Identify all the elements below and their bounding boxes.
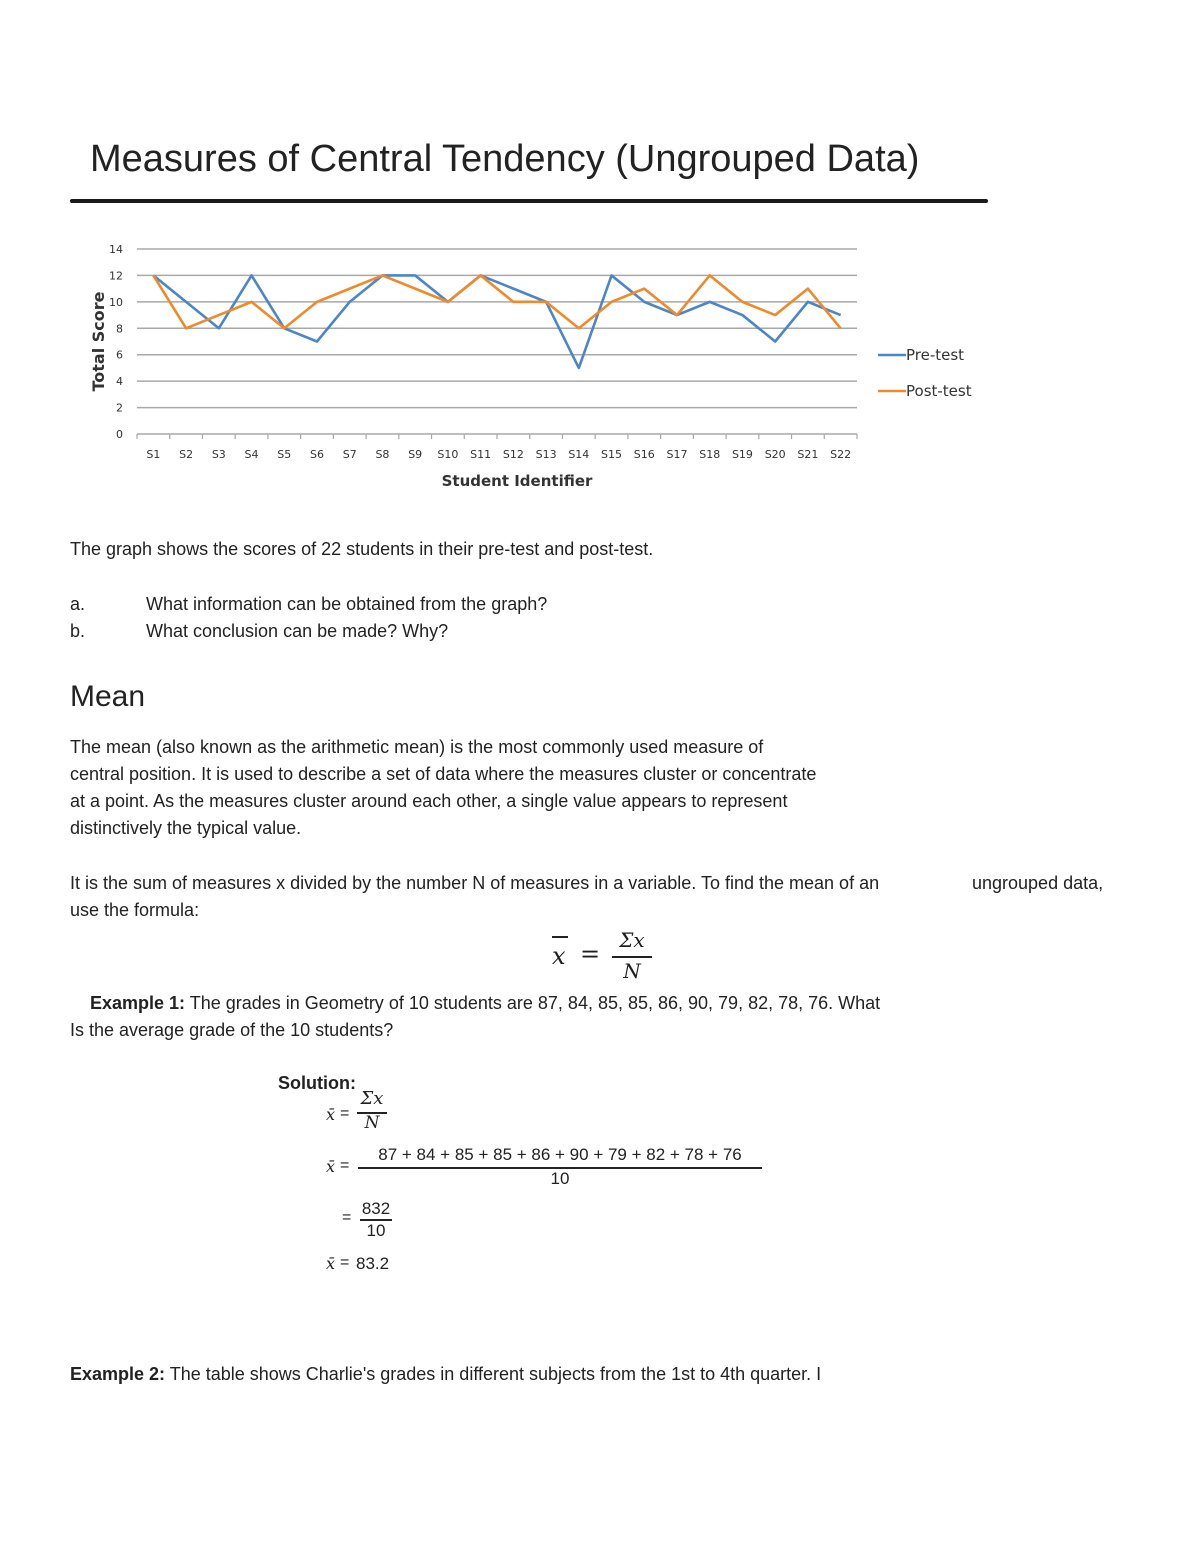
x-tick-label: S13 bbox=[535, 448, 557, 461]
formula-fraction-bar bbox=[612, 956, 652, 958]
x-tick-label: S4 bbox=[244, 448, 259, 461]
solution-heading: Solution: bbox=[278, 1073, 356, 1093]
legend-label: Pre-test bbox=[906, 346, 965, 364]
formula-paragraph-line: use the formula: bbox=[70, 900, 200, 920]
example2-label: Example 2: bbox=[70, 1364, 166, 1384]
y-tick-label: 4 bbox=[116, 375, 123, 389]
xbar-overline bbox=[552, 936, 568, 938]
x-tick-label: S8 bbox=[375, 448, 390, 461]
y-axis-label: Total Score bbox=[89, 291, 108, 392]
x-tick-labels bbox=[137, 434, 857, 461]
example1-line bbox=[90, 990, 880, 1017]
x-tick-label: S14 bbox=[568, 448, 590, 461]
example2-text: The table shows Charlie's grades in different subjects from the 1st to 4th quarter. I bbox=[165, 1364, 822, 1384]
formula-paragraph-line: ungrouped data, bbox=[972, 873, 1104, 893]
example2-line bbox=[70, 1361, 821, 1388]
solution-eq: = bbox=[342, 1209, 352, 1226]
x-axis-label: Student Identifier bbox=[441, 472, 593, 490]
solution-xbar: x̄ bbox=[326, 1157, 336, 1176]
intro-text: The graph shows the scores of 22 students in their pre-test and post-test. bbox=[70, 539, 654, 559]
y-tick-label: 14 bbox=[109, 243, 123, 256]
mean-paragraph-line: at a point. As the measures cluster around each other, a single value appears to represent bbox=[70, 791, 788, 811]
x-tick-label: S1 bbox=[146, 448, 161, 461]
solution-result: 83.2 bbox=[356, 1254, 390, 1273]
mean-paragraph-line: distinctively the typical value. bbox=[70, 818, 302, 838]
x-tick-label: S21 bbox=[797, 448, 819, 461]
formula-paragraph-line: It is the sum of measures x divided by the number N of measures in a variable. To find the mean of an bbox=[70, 873, 880, 893]
line-chart bbox=[80, 232, 1000, 502]
x-tick-label: S3 bbox=[211, 448, 226, 461]
solution-step3-num: 832 bbox=[361, 1199, 391, 1218]
solution-step2-num: 87 + 84 + 85 + 85 + 86 + 90 + 79 + 82 + 78 + 76 bbox=[378, 1145, 742, 1164]
x-tick-label: S6 bbox=[310, 448, 324, 461]
question-a-marker: a. bbox=[70, 594, 86, 614]
question-a-text: What information can be obtained from the graph? bbox=[146, 594, 548, 614]
question-b-marker: b. bbox=[70, 621, 86, 641]
y-tick-label: 0 bbox=[116, 428, 123, 441]
x-tick-label: S11 bbox=[470, 448, 492, 461]
solution-eq: = bbox=[340, 1157, 350, 1174]
y-tick-labels bbox=[109, 243, 123, 441]
solution-xbar: x̄ bbox=[326, 1105, 336, 1124]
x-tick-label: S9 bbox=[408, 448, 423, 461]
x-tick-label: S10 bbox=[437, 448, 459, 461]
x-tick-label: S22 bbox=[830, 448, 852, 461]
y-tick-label: 12 bbox=[109, 269, 123, 283]
example1-text: The grades in Geometry of 10 students are 87, 84, 85, 85, 86, 90, 79, 82, 78, 76. What bbox=[185, 993, 881, 1013]
x-tick-label: S5 bbox=[277, 448, 292, 461]
x-tick-label: S20 bbox=[764, 448, 786, 461]
page-title: Measures of Central Tendency (Ungrouped Data) bbox=[90, 138, 920, 180]
mean-paragraph-line: The mean (also known as the arithmetic mean) is the most commonly used measure of bbox=[70, 737, 764, 757]
solution-step2-den: 10 bbox=[550, 1169, 570, 1188]
x-tick-label: S16 bbox=[633, 448, 655, 461]
y-tick-label: 8 bbox=[116, 322, 123, 336]
x-tick-label: S18 bbox=[699, 448, 721, 461]
legend-label: Post-test bbox=[906, 382, 972, 400]
formula-equals: = bbox=[580, 940, 601, 968]
mean-paragraph-line: central position. It is used to describe a set of data where the measures cluster or concentrate bbox=[70, 764, 817, 784]
y-tick-label: 2 bbox=[116, 401, 123, 415]
chart-grid bbox=[137, 249, 857, 434]
solution-step3-den: 10 bbox=[366, 1221, 386, 1240]
y-tick-label: 6 bbox=[116, 348, 123, 362]
formula-numerator: Σx bbox=[619, 928, 645, 952]
formula-denominator: N bbox=[623, 959, 641, 983]
solution-eq: = bbox=[340, 1254, 350, 1271]
x-tick-label: S17 bbox=[666, 448, 688, 461]
formula-lhs: x bbox=[552, 942, 566, 970]
x-tick-label: S2 bbox=[179, 448, 194, 461]
chart-legend bbox=[878, 346, 972, 400]
solution-eq: = bbox=[340, 1105, 350, 1122]
x-tick-label: S19 bbox=[731, 448, 753, 461]
y-tick-label: 10 bbox=[109, 295, 123, 309]
title-divider bbox=[70, 199, 988, 203]
solution-xbar: x̄ bbox=[326, 1254, 336, 1273]
x-tick-label: S7 bbox=[342, 448, 357, 461]
solution-step1-num: Σx bbox=[360, 1088, 384, 1109]
solution-step1-den: N bbox=[364, 1113, 380, 1133]
question-b-text: What conclusion can be made? Why? bbox=[146, 621, 449, 641]
mean-formula bbox=[540, 926, 670, 986]
x-tick-label: S12 bbox=[502, 448, 524, 461]
example1-line2: Is the average grade of the 10 students? bbox=[70, 1020, 394, 1040]
mean-heading: Mean bbox=[70, 680, 146, 713]
x-tick-label: S15 bbox=[601, 448, 623, 461]
example1-label: Example 1: bbox=[90, 993, 186, 1013]
